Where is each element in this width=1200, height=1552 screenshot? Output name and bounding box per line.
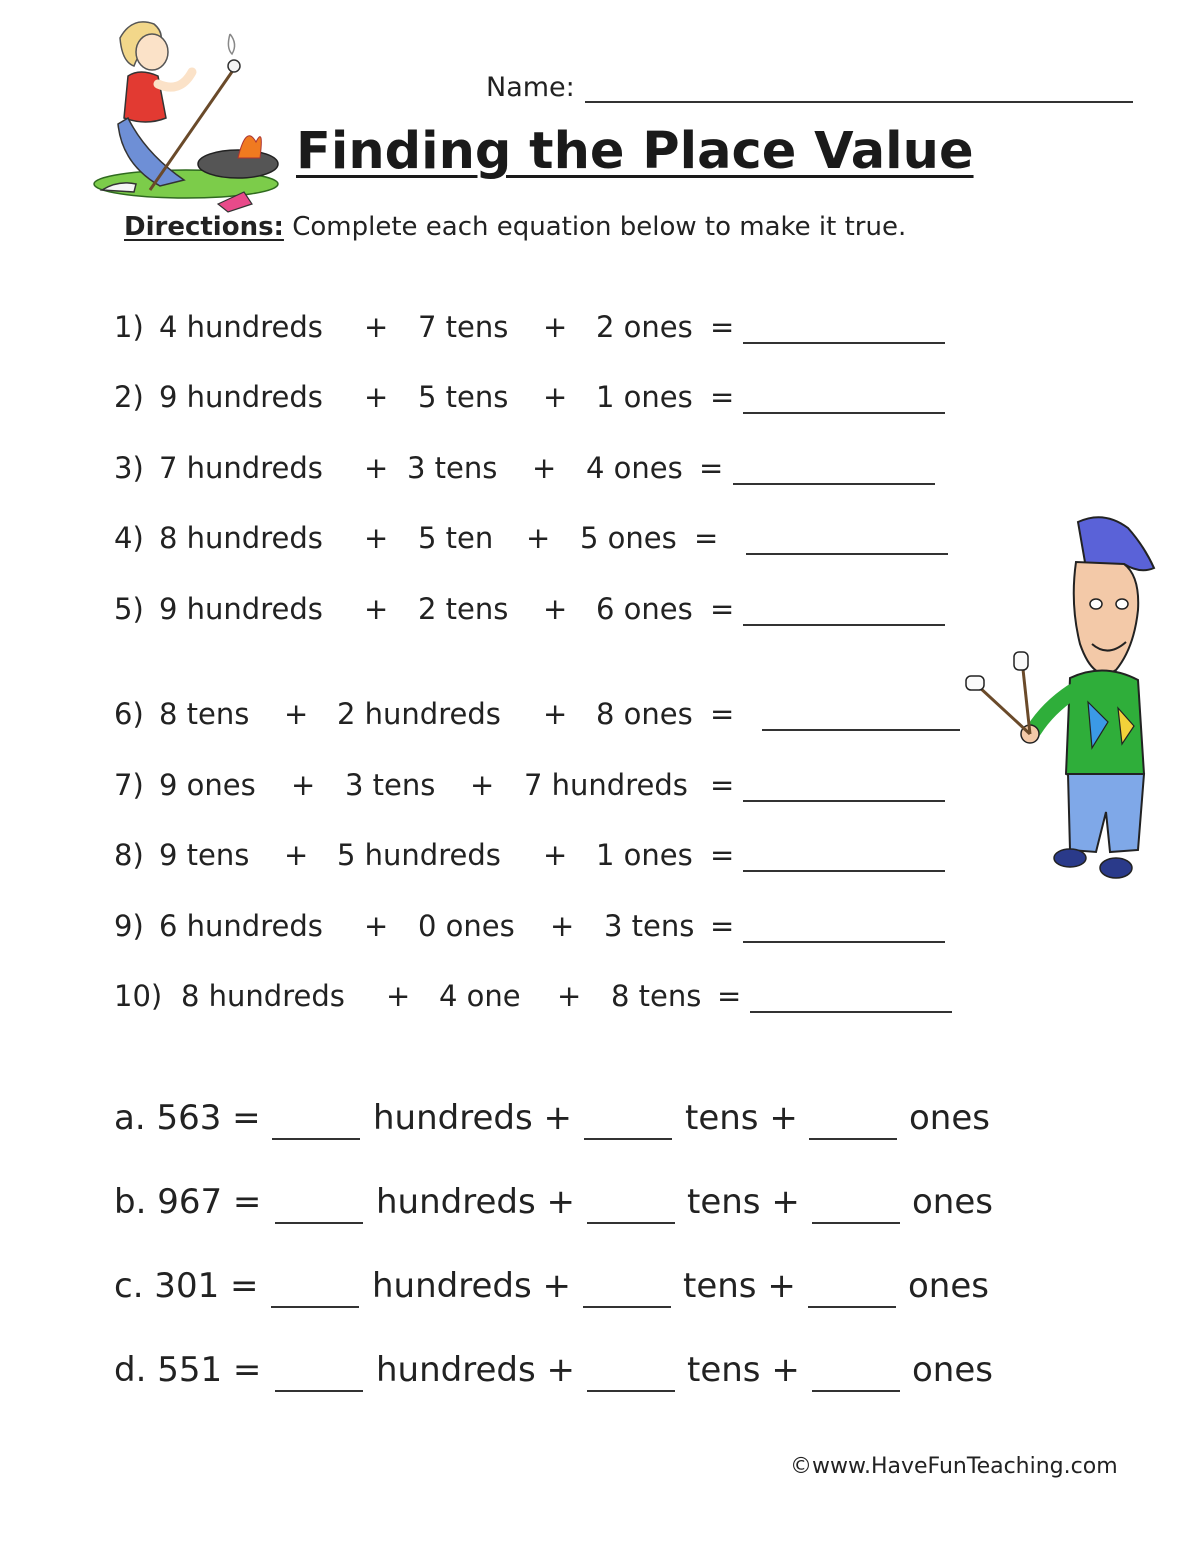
plus-sign: + [550,909,575,943]
equation-term: 9 hundreds [159,592,323,626]
equals-sign: = [710,909,735,943]
equation-term: 3 tens [345,768,436,802]
equation-term: 5 ten [418,521,494,555]
plus-sign: + [364,451,389,485]
ones-label: ones [912,1182,993,1222]
equals-sign: = [710,697,735,731]
ones-label: ones [909,1098,990,1138]
equation-term: 9 hundreds [159,380,323,414]
answer-blank[interactable] [743,380,945,414]
plus-sign: + [364,310,389,344]
copyright-footer: ©www.HaveFunTeaching.com [790,1454,1118,1479]
plus-sign: + [543,697,568,731]
name-label: Name: [486,72,575,103]
answer-blank[interactable] [743,592,945,626]
answer-blank[interactable] [743,838,945,872]
decomposition-prefix: c. 301 = [114,1266,259,1306]
equation-term: 5 hundreds [337,838,501,872]
equation-number: 5) [114,592,144,626]
ones-blank[interactable] [808,1266,896,1308]
answer-blank[interactable] [762,697,960,731]
equals-sign: = [699,451,724,485]
page-title: Finding the Place Value [296,122,974,181]
hundreds-blank[interactable] [271,1266,359,1308]
plus-sign: + [543,592,568,626]
equation-term: 6 ones [596,592,693,626]
ones-blank[interactable] [812,1182,900,1224]
equation-term: 1 ones [596,838,693,872]
equation-number: 7) [114,768,144,802]
ones-label: ones [912,1350,993,1390]
equation-term: 2 hundreds [337,697,501,731]
name-row [486,72,1133,103]
hundreds-label: hundreds + [376,1182,575,1222]
tens-blank[interactable] [584,1098,672,1140]
ones-blank[interactable] [812,1350,900,1392]
plus-sign: + [543,310,568,344]
plus-sign: + [470,768,495,802]
equation-term: 7 hundreds [524,768,688,802]
tens-blank[interactable] [583,1266,671,1308]
equation-number: 8) [114,838,144,872]
equation-term: 9 ones [159,768,256,802]
name-blank[interactable] [585,73,1133,103]
directions-label: Directions: [124,212,284,242]
plus-sign: + [532,451,557,485]
boy-marshmallow-illustration [958,512,1158,884]
tens-blank[interactable] [587,1182,675,1224]
equation-number: 9) [114,909,144,943]
equation-number: 4) [114,521,144,555]
ones-label: ones [908,1266,989,1306]
equation-term: 8 tens [611,979,702,1013]
equation-number: 6) [114,697,144,731]
equation-term: 4 one [439,979,521,1013]
answer-blank[interactable] [733,451,935,485]
equation-term: 3 tens [407,451,498,485]
equation-term: 6 hundreds [159,909,323,943]
tens-label: tens + [683,1266,796,1306]
plus-sign: + [284,838,309,872]
equals-sign: = [710,380,735,414]
plus-sign: + [291,768,316,802]
equation-term: 8 hundreds [181,979,345,1013]
answer-blank[interactable] [743,909,945,943]
hundreds-label: hundreds + [372,1266,571,1306]
equation-term: 7 tens [418,310,509,344]
equation-term: 1 ones [596,380,693,414]
equation-term: 7 hundreds [159,451,323,485]
tens-label: tens + [685,1098,798,1138]
plus-sign: + [364,521,389,555]
equals-sign: = [710,310,735,344]
equation-term: 4 ones [586,451,683,485]
equation-number: 2) [114,380,144,414]
tens-label: tens + [687,1182,800,1222]
tens-label: tens + [687,1350,800,1390]
equation-term: 3 tens [604,909,695,943]
plus-sign: + [364,380,389,414]
equation-term: 2 ones [596,310,693,344]
decomposition-prefix: b. 967 = [114,1182,262,1222]
plus-sign: + [386,979,411,1013]
plus-sign: + [364,592,389,626]
answer-blank[interactable] [746,521,948,555]
girl-campfire-illustration [88,14,288,214]
equals-sign: = [694,521,719,555]
equation-term: 8 hundreds [159,521,323,555]
equals-sign: = [717,979,742,1013]
hundreds-blank[interactable] [275,1350,363,1392]
directions-text: Complete each equation below to make it true. [283,212,907,242]
plus-sign: + [364,909,389,943]
plus-sign: + [526,521,551,555]
equation-term: 0 ones [418,909,515,943]
equation-number: 3) [114,451,144,485]
plus-sign: + [284,697,309,731]
equation-term: 8 ones [596,697,693,731]
equation-term: 4 hundreds [159,310,323,344]
hundreds-blank[interactable] [275,1182,363,1224]
equation-term: 5 ones [580,521,677,555]
decomposition-prefix: a. 563 = [114,1098,261,1138]
directions [124,212,906,242]
hundreds-label: hundreds + [376,1350,575,1390]
equation-number: 10) [114,979,163,1013]
answer-blank[interactable] [750,979,952,1013]
answer-blank[interactable] [743,768,945,802]
equation-term: 9 tens [159,838,250,872]
equation-term: 5 tens [418,380,509,414]
ones-blank[interactable] [809,1098,897,1140]
equation-term: 2 tens [418,592,509,626]
equals-sign: = [710,838,735,872]
answer-blank[interactable] [743,310,945,344]
plus-sign: + [543,838,568,872]
plus-sign: + [557,979,582,1013]
plus-sign: + [543,380,568,414]
hundreds-label: hundreds + [373,1098,572,1138]
equation-number: 1) [114,310,144,344]
equals-sign: = [710,768,735,802]
equation-term: 8 tens [159,697,250,731]
hundreds-blank[interactable] [272,1098,360,1140]
equals-sign: = [710,592,735,626]
decomposition-prefix: d. 551 = [114,1350,262,1390]
tens-blank[interactable] [587,1350,675,1392]
